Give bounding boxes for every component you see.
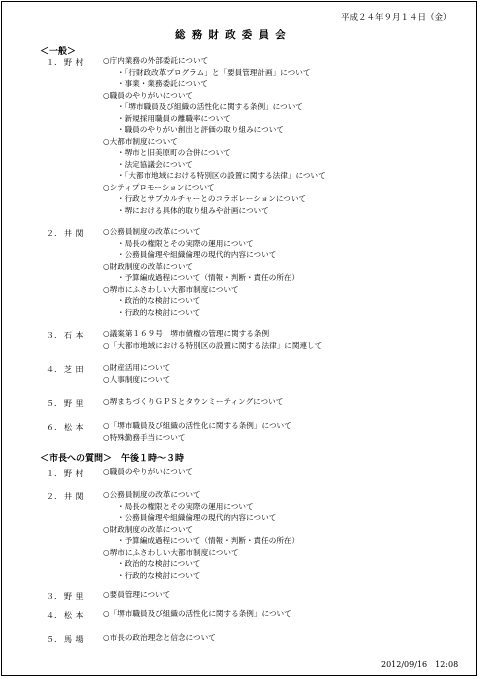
agenda-topic: ○財政制度の改革について (103, 524, 194, 534)
agenda-subtopic: ・職員のやりがい創出と評価の取り組みについて (117, 125, 284, 134)
speaker-number: ５. (46, 635, 57, 644)
speaker-name: 井関 (64, 492, 87, 501)
speaker-number: ５. (46, 399, 57, 408)
agenda-subtopic: ・行政とサブカルチャーとのコラボレーションについて (117, 194, 307, 203)
agenda-topic: ○人事制度について (103, 374, 171, 384)
agenda-topic: ○議案第１６９号 堺市債権の管理に関する条例 (103, 329, 270, 338)
agenda-topic: ○職員のやりがいについて (103, 467, 194, 476)
agenda-subtopic: ・「堺市職員及び組織の活性化に関する条例」について (117, 102, 303, 111)
speaker-name: 松本 (64, 611, 87, 620)
agenda-topic: ○財政制度の改革について (103, 261, 194, 271)
agenda-subtopic: ・「行財政改革プログラム」と「要員管理計画」について (117, 67, 311, 77)
speaker-name: 松本 (64, 423, 87, 432)
speaker-name: 野里 (64, 592, 87, 601)
section-heading: ＜市長への質問＞ 午後１時～３時 (40, 454, 185, 464)
agenda-topic: ○大都市制度について (103, 136, 178, 146)
speaker-number: ６. (46, 423, 57, 432)
agenda-topic: ○市長の政治理念と信念について (103, 633, 216, 642)
agenda-topic: ○要員管理について (103, 590, 171, 599)
agenda-subtopic: ・新規採用職員の離職率について (117, 113, 231, 123)
speaker-name: 野村 (64, 469, 87, 478)
agenda-topic: ○堺市にふさわしい大都市制度について (103, 284, 239, 294)
speaker-number: １. (46, 469, 57, 478)
agenda-topic: ○堺まちづくりＧＰＳとタウンミーティングについて (103, 397, 284, 406)
agenda-subtopic: ・政治的な検討について (117, 559, 201, 568)
agenda-subtopic: ・政治的な検討について (117, 296, 201, 305)
agenda-topic: ○財産活用について (103, 363, 171, 372)
speaker-name: 野村 (64, 58, 87, 67)
speaker-number: ３. (46, 331, 57, 340)
speaker-name: 馬場 (64, 635, 87, 644)
agenda-subtopic: ・予算編成過程について（情報・判断・責任の所在） (117, 273, 300, 282)
agenda-topic: ○「大都市地域における特別区の設置に関する法律」に関連して (103, 340, 323, 350)
agenda-topic: ○公務員制度の改革について (103, 490, 201, 499)
speaker-number: ３. (46, 592, 57, 601)
meeting-date: 平成２４年９月１４日（金） (341, 13, 452, 23)
speaker-number: ２. (46, 492, 57, 501)
agenda-subtopic: ・堺市と旧美原町の合併について (117, 148, 231, 157)
agenda-topic: ○特殊勤務手当について (103, 432, 186, 442)
print-timestamp: 2012/09/16 12:08 (381, 660, 459, 669)
speaker-name: 芝田 (64, 365, 87, 374)
speaker-number: １. (46, 58, 57, 67)
agenda-subtopic: ・局長の権限とその実際の運用について (117, 238, 254, 248)
agenda-subtopic: ・事業・業務委託について (117, 79, 208, 88)
agenda-subtopic: ・堺における具体的取り組みや計画について (117, 205, 269, 215)
agenda-topic: ○堺市にふさわしい大都市制度について (103, 547, 239, 557)
speaker-number: ４. (46, 365, 57, 374)
agenda-subtopic: ・法定協議会について (117, 159, 193, 169)
agenda-subtopic: ・公務員倫理や組織倫理の現代的内容について (117, 250, 277, 259)
agenda-subtopic: ・行政的な検討について (117, 307, 201, 317)
agenda-topic: ○公務員制度の改革について (103, 227, 201, 236)
agenda-topic: ○職員のやりがいについて (103, 90, 194, 100)
document-title: 総務財政委員会 (175, 29, 292, 41)
speaker-name: 野里 (64, 399, 87, 408)
agenda-subtopic: ・局長の権限とその実際の運用について (117, 501, 254, 511)
speaker-number: ４. (46, 611, 57, 620)
agenda-topic: ○「堺市職員及び組織の活性化に関する条例」について (103, 421, 292, 430)
speaker-name: 井関 (64, 229, 87, 238)
speaker-number: ２. (46, 229, 57, 238)
section-heading: ＜一般＞ (40, 47, 77, 57)
agenda-topic: ○庁内業務の外部委託について (103, 56, 209, 65)
agenda-topic: ○シティプロモーションについて (103, 182, 215, 192)
speaker-name: 石本 (64, 331, 87, 340)
agenda-topic: ○「堺市職員及び組織の活性化に関する条例」について (103, 609, 292, 618)
agenda-subtopic: ・公務員倫理や組織倫理の現代的内容について (117, 513, 277, 522)
agenda-subtopic: ・行政的な検討について (117, 570, 201, 580)
agenda-subtopic: ・予算編成過程について（情報・判断・責任の所在） (117, 536, 300, 545)
agenda-subtopic: ・「大都市地域における特別区の設置に関する法律」について (117, 171, 326, 180)
